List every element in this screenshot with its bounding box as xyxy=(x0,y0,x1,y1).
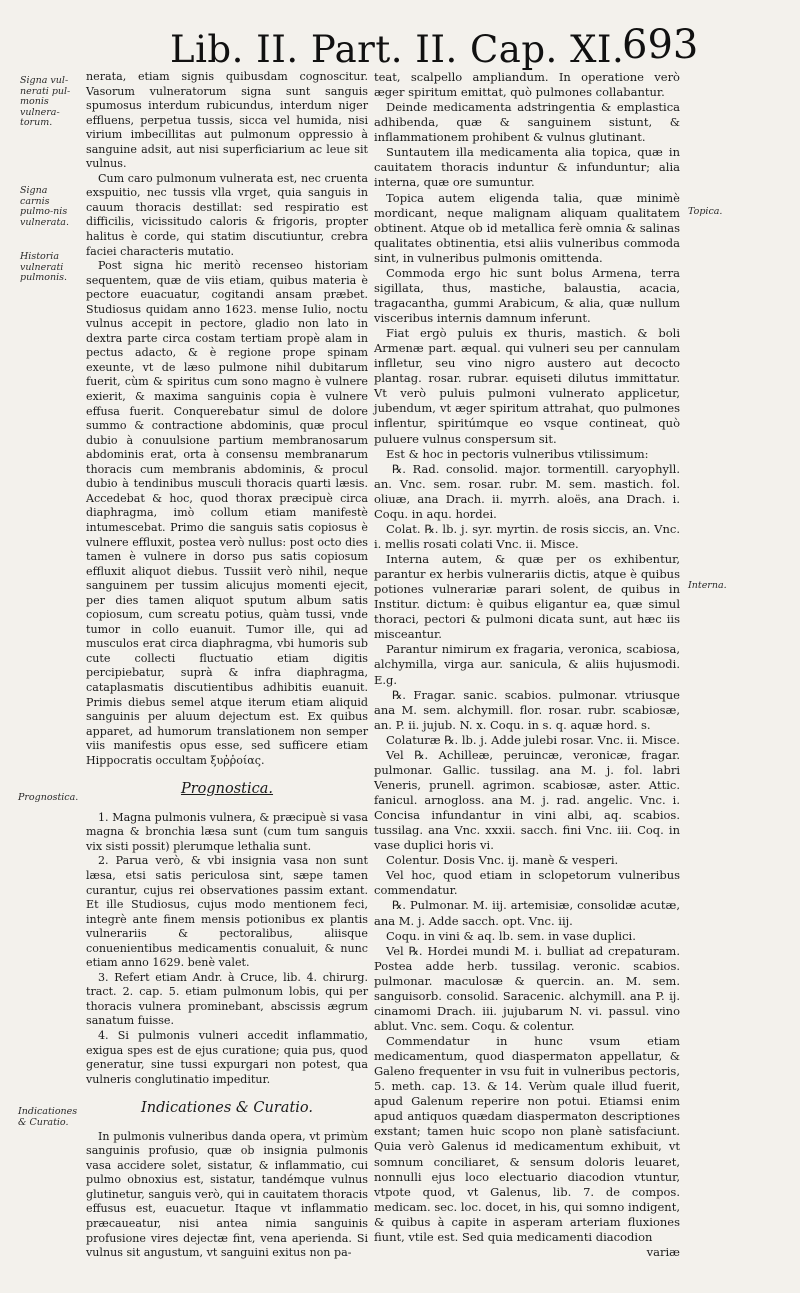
prognostica-item-1: 1. Magna pulmonis vulnera, & præcipuè si vasa magna & bronchia læsa sunt (cum tum sanguis vix sisti possit) plerumque lethalia sunt. xyxy=(86,810,368,853)
indicationes-heading: Indicationes & Curatio. xyxy=(141,1100,313,1117)
paragraph-r2: Deinde medicamenta adstringentia & emplastica adhibenda, quæ & sanguinem sistunt, & inflammationem prohibent & vulnus glutinant. xyxy=(374,100,680,145)
paragraph-r1: teat, scalpello ampliandum. In operatione verò æger spiritum emittat, quò pulmones collabantur. xyxy=(374,70,680,100)
paragraph-caro: Cum caro pulmonum vulnerata est, nec cruenta exspuitio, nec tussis vlla vrget, quia sanguis in cauum thoracis destillat: sed respiratio est difficilis, vicissitudo caloris & frigoris, propter halitus è corde, qui statim discutiuntur, crebra faciei characteris mutatio. xyxy=(86,171,368,258)
prognostica-item-4: 4. Si pulmonis vulneri accedit inflammatio, exigua spes est de ejus curatione; quia pus, quod generatur, sine tussi expurgari non potest, qua vulneris conglutinatio impeditur. xyxy=(86,1029,368,1086)
margin-note-signa: Signa vul-nerati pul-monis vulnera-torum. xyxy=(20,75,71,128)
paragraph-historia: Post signa hic meritò recenseo historiam sequentem, quæ de viis etiam, quibus materia è pectore euacuatur, cogitandi ansam præbet. Studiosus quidam anno 1623. mense Iulio, noctu vulnus accepit in pectore, gladio non lato in dextra parte circa costam tertiam propè alam in pectus adacto, & è regione prope spinam exeunte, vt de læso pulmone nihil dubitarum fuerit, cùm & spiritus cum sono magno è vulnere exierit, & maxima sanguinis copia è vulnere effusa fuerit. Conquerebatur simul de dolore summo & contractione abdominis, quæ procul dubio à conuulsione partium membranosarum abdominis erat, orta à consensu membranarum thoracis cum membranis abdominis, & procul dubio à tendinibus musculi thoracis quarti læsis. Accedebat & hoc, quod thorax præcipuè circa diaphragma, imò collum etiam manifestè intumescebat. Primo die sanguis satis copiosus è vulnere effluxit, postea verò nullus: post octo dies tamen è vulnere in dorso pus satis copiosum effluxit aliquot diebus. Tussiit verò nihil, neque sanguinem per tussim alicujus momenti ejecit, per dies tamen aliquot sputum album satis copiosum, cum screatu potius, quàm tussi, vnde tumor in collo euanuit. Tumor ille, qui ad musculos erat circa diaphragma, vbi humoris sub cute collecti fluctuatio etiam digitis percipiebatur, suprà & infra diaphragma, cataplasmatis discutientibus adhibitis euanuit. Primis diebus semel atque iterum etiam aliquid sanguinis per aluum dejectum est. Ex quibus apparet, ad humorum translationem non semper viis manifestis opus esse, sed sufficere etiam Hippocratis occultam ξυῤῥοίας. xyxy=(86,259,368,767)
margin-note-topica: Topica. xyxy=(688,206,723,217)
recipe-1: ℞. Rad. consolid. major. tormentill. caryophyll. an. Vnc. sem. rosar. rubr. M. sem. mastich. fol. oliuæ, ana Drach. ii. myrrh. aloës, ana Drach. i. Coqu. in aqu. hordei. xyxy=(374,461,680,521)
prognostica-item-2: 2. Parua verò, & vbi insignia vasa non sunt læsa, etsi satis periculosa sint, sæpe tamen curantur, cujus rei observationes passim extant. Et ille Studiosus, cujus modo mentionem feci, integrè ante finem mensis potionibus ex plantis vulnerariis & pectoralibus, aliisque conuenientibus medicamentis conualuit, & nunc etiam anno 1629. benè valet. xyxy=(86,854,368,970)
margin-note-historia: Historia vulnerati pulmonis. xyxy=(20,251,68,283)
margin-note-indicationes: Indicationes & Curatio. xyxy=(18,1106,78,1128)
recipe-3-dosis: Colentur. Dosis Vnc. ij. manè & vesperi. xyxy=(386,853,619,868)
paragraph-topica: Topica autem eligenda talia, quæ minimè mordicant, neque malignam aliquam qualitatem obtinent. Atque ob id metallica ferè omnia & salinas qualitates obtinentia, etsi aliis vulneribus commoda sint, in vulneribus pulmonis omittenda. xyxy=(374,190,680,265)
recipe-4: ℞. Pulmonar. M. iij. artemisiæ, consolidæ acutæ, ana M. j. Adde sacch. opt. Vnc. iij. xyxy=(374,898,680,928)
prognostica-item-3: 3. Refert etiam Andr. à Cruce, lib. 4. chirurg. tract. 2. cap. 5. etiam pulmonum lobis, qui per thoracis vulnera prominebant, abscissis ægrum sanatum fuisse. xyxy=(86,970,368,1028)
recipe-2: ℞. Fragar. sanic. scabios. pulmonar. vtriusque ana M. sem. alchymill. flor. rosar. rubr. scabiosæ, an. P. ii. jujub. N. x. Coqu. in s. q. aquæ hord. s. xyxy=(374,687,680,732)
paragraph-interna: Interna autem, & quæ per os exhibentur, parantur ex herbis vulnerariis dictis, atque è quibus potiones vulnerariæ parari solent, de quibus in Institur. dictum: è quibus eligantur ea, quæ simul thoraci, pectori & pulmoni dicata sunt, aut hæc iis misceantur. xyxy=(374,552,680,642)
left-column xyxy=(86,70,368,1261)
recipe-4-coqu: Coqu. in vini & aq. lb. sem. in vase duplici. xyxy=(386,928,636,943)
paragraph-sclopetorum: Vel hoc, quod etiam in sclopetorum vulneribus commendatur. xyxy=(374,868,680,898)
recipe-5: Vel ℞. Hordei mundi M. i. bulliat ad crepaturam. Postea adde herb. tussilag. veronic. scabios. pulmonar. maculosæ & quercin. an. M. sem. sanguisorb. consolid. Saracenic. alchymill. ana P. ij. cinamomi Drach. iii. jujubarum N. vi. passul. vino ablut. Vnc. sem. Coqu. & colentur. xyxy=(374,943,680,1033)
paragraph-commoda: Commoda ergo hic sunt bolus Armena, terra sigillata, thus, mastiche, balaustia, acacia, tragacantha, gummi Arabicum, & alia, quæ nullum visceribus internis damnum inferunt. xyxy=(374,265,680,325)
running-head: Lib. II. Part. II. Cap. XI. xyxy=(170,28,625,71)
paragraph-diaspermaton: Commendatur in hunc vsum etiam medicamentum, quod diaspermaton appellatur, & Galeno frequenter in vsu fuit in vulneribus pectoris, 5. meth. cap. 13. & 14. Verùm quale illud fuerit, apud Galenum reperire non potui. Etiamsi enim apud antiquos quædam diaspermaton descriptiones exstant; tamen huic scopo non planè satisfaciunt. Quia verò Galenus id medicamentum exhibuit, vt somnum conciliaret, & sensum doloris leuaret, nonnulli ejus loco electuario diacodion vtuntur, vtpote quod, vt Galenus, lib. 7. de compos. medicam. sec. loc. docet, in his, qui somno indigent, & quibus à capite in asperam arteriam fluxiones fiunt, vtile est. Sed quia medicamenti diacodion xyxy=(374,1034,680,1244)
margin-note-interna: Interna. xyxy=(688,580,727,591)
paragraph-utilissimum: Est & hoc in pectoris vulneribus vtilissimum: xyxy=(386,446,649,461)
margin-note-prognostica: Prognostica. xyxy=(18,792,79,803)
recipe-3: Vel ℞. Achilleæ, peruincæ, veronicæ, fragar. pulmonar. Gallic. tussilag. ana M. j. fol. labri Veneris, prunell. agrimon. scabiosæ, aster. Attic. fanicul. arnogloss. ana M. j. rad. angelic. Vnc. i. Concisa infundantur in vini albi, aq. scabios. tussilag. ana Vnc. xxxii. sacch. fini Vnc. iii. Coq. in vase duplici horis vi. xyxy=(374,747,680,853)
catchword: variæ xyxy=(646,1244,680,1259)
margin-note-signa-carnis: Signa carnis pulmo-nis vulnerata. xyxy=(20,185,69,228)
right-column xyxy=(374,70,680,1260)
paragraph-indicationes: In pulmonis vulneribus danda opera, vt primùm sanguinis profusio, quæ ob insignia pulmonis vasa accidere solet, sistatur, & inflammatio, cui pulmo obnoxius est, sistatur, tandémque vulnus glutinetur, sanguis verò, qui in cauitatem thoracis effusus est, euacuetur. Itaque vt inflammatio præcaueatur, nisi antea nimia sanguinis profusione vires dejectæ fint, vena aperienda. Si vulnus sit angustum, vt sanguini exitus non pa- xyxy=(86,1129,368,1260)
paragraph-puluis: Fiat ergò puluis ex thuris, mastich. & boli Armenæ part. æqual. qui vulneri seu per cannulam inflletur, seu vino nigro austero aut decocto plantag. rosar. rubrar. equiseti dilutus immittatur. Vt verò puluis pulmoni vulnerato applicetur, jubendum, vt æger spiritum attrahat, quo pulmones inflentur, spiritúmque eo vsque contineat, quò puluere vulnus conspersum sit. xyxy=(374,326,680,446)
page-number: 693 xyxy=(622,22,699,68)
recipe-2-colatura: Colaturæ ℞. lb. j. Adde julebi rosar. Vnc. ii. Misce. xyxy=(386,732,680,747)
paragraph-parantur: Parantur nimirum ex fragaria, veronica, scabiosa, alchymilla, virga aur. sanicula, & aliis hujusmodi. E.g. xyxy=(374,642,680,687)
paragraph-r3: Suntautem illa medicamenta alia topica, quæ in cauitatem thoracis induntur & infunduntur; alia interna, quæ ore sumuntur. xyxy=(374,145,680,190)
paragraph-signa: nerata, etiam signis quibusdam cognoscitur. Vasorum vulneratorum signa sunt sanguis spumosus interdum rubicundus, interdum niger effluens, perpetua tussis, sicca vel humida, nisi virium imbecillitas aut pulmonum oppressio à sanguine adsit, aut nisi superficiarium ac leue sit vulnus. xyxy=(86,70,368,171)
prognostica-heading: Prognostica. xyxy=(180,781,274,798)
recipe-1-colat: Colat. ℞. lb. j. syr. myrtin. de rosis siccis, an. Vnc. i. mellis rosati colati Vnc. ii. Misce. xyxy=(374,521,680,551)
